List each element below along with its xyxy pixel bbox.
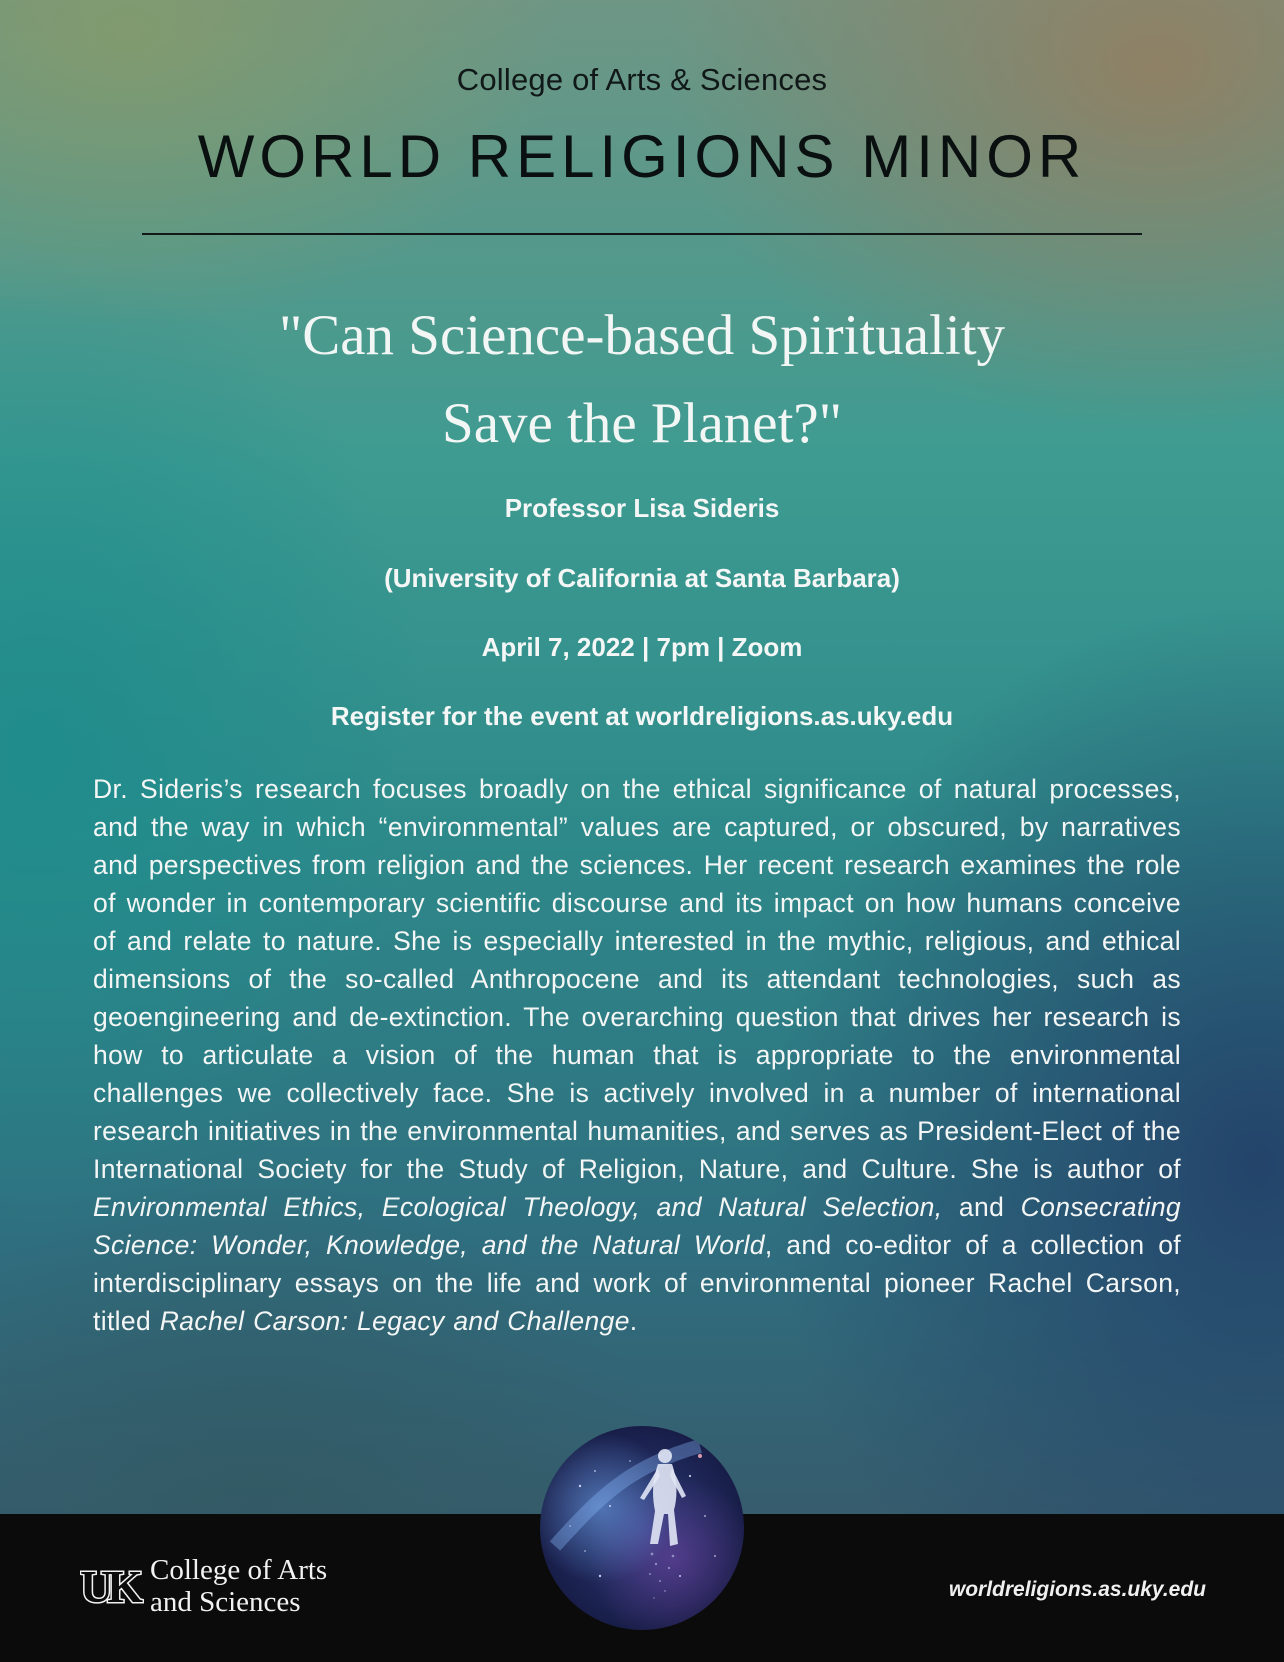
bio-end: . (629, 1306, 638, 1336)
book-title-3: Rachel Carson: Legacy and Challenge (159, 1306, 630, 1336)
book-title-1: Environmental Ethics, Ecological Theology, and Natural Selection, (93, 1192, 943, 1222)
speaker-affiliation: (University of California at Santa Barbara) (384, 563, 900, 593)
registration-text: Register for the event at worldreligions.as.uky.edu (330, 701, 954, 731)
event-details: April 7, 2022 | 7pm | Zoom (481, 632, 803, 662)
bio-and: and (942, 1192, 1021, 1222)
book-title-2: Consecrating Science: Wonder, Knowledge, and the Natural World (93, 1192, 1181, 1260)
speaker-bio (93, 770, 1181, 1340)
uk-logo-mark: UK (80, 1561, 137, 1612)
event-title-line2: Save the Planet?" (442, 392, 842, 455)
divider (142, 233, 1142, 235)
college-logo-text (150, 1554, 327, 1618)
footer-website-link[interactable]: worldreligions.as.uky.edu (948, 1578, 1206, 1601)
event-title-line1: "Can Science-based Spirituality (278, 304, 1006, 367)
bio-middle: , and co-editor of a collection of interdisciplinary essays on the life and work of environmental pioneer Rachel Carson, titled (93, 1230, 1181, 1336)
cosmic-figure-image (540, 1426, 744, 1630)
bio-intro: Dr. Sideris’s research focuses broadly on the ethical significance of natural processes, and the way in which “environmental” values are captured, or obscured, by narratives and perspectives from religion and the sciences. Her recent research examines the role of wonder in contemporary scientific discourse and its impact on how humans conceive of and relate to nature. She is especially interested in the mythic, religious, and ethical dimensions of the so-called Anthropocene and its attendant technologies, such as geoengineering and de-extinction. The overarching question that drives her research is how to articulate a vision of the human that is appropriate to the environmental challenges we collectively face. She is actively involved in a number of international research initiatives in the environmental humanities, and serves as President-Elect of the International Society for the Study of Religion, Nature, and Culture. She is author of (93, 774, 1181, 1184)
event-title (0, 292, 1284, 468)
college-heading: College of Arts & Sciences (456, 62, 828, 97)
college-logo-line2: and Sciences (150, 1586, 301, 1618)
speaker-name: Professor Lisa Sideris (504, 493, 780, 523)
program-title: WORLD RELIGIONS MINOR (197, 123, 1087, 190)
uk-logo-icon (80, 1560, 144, 1616)
college-logo-line1: College of Arts (150, 1554, 328, 1586)
